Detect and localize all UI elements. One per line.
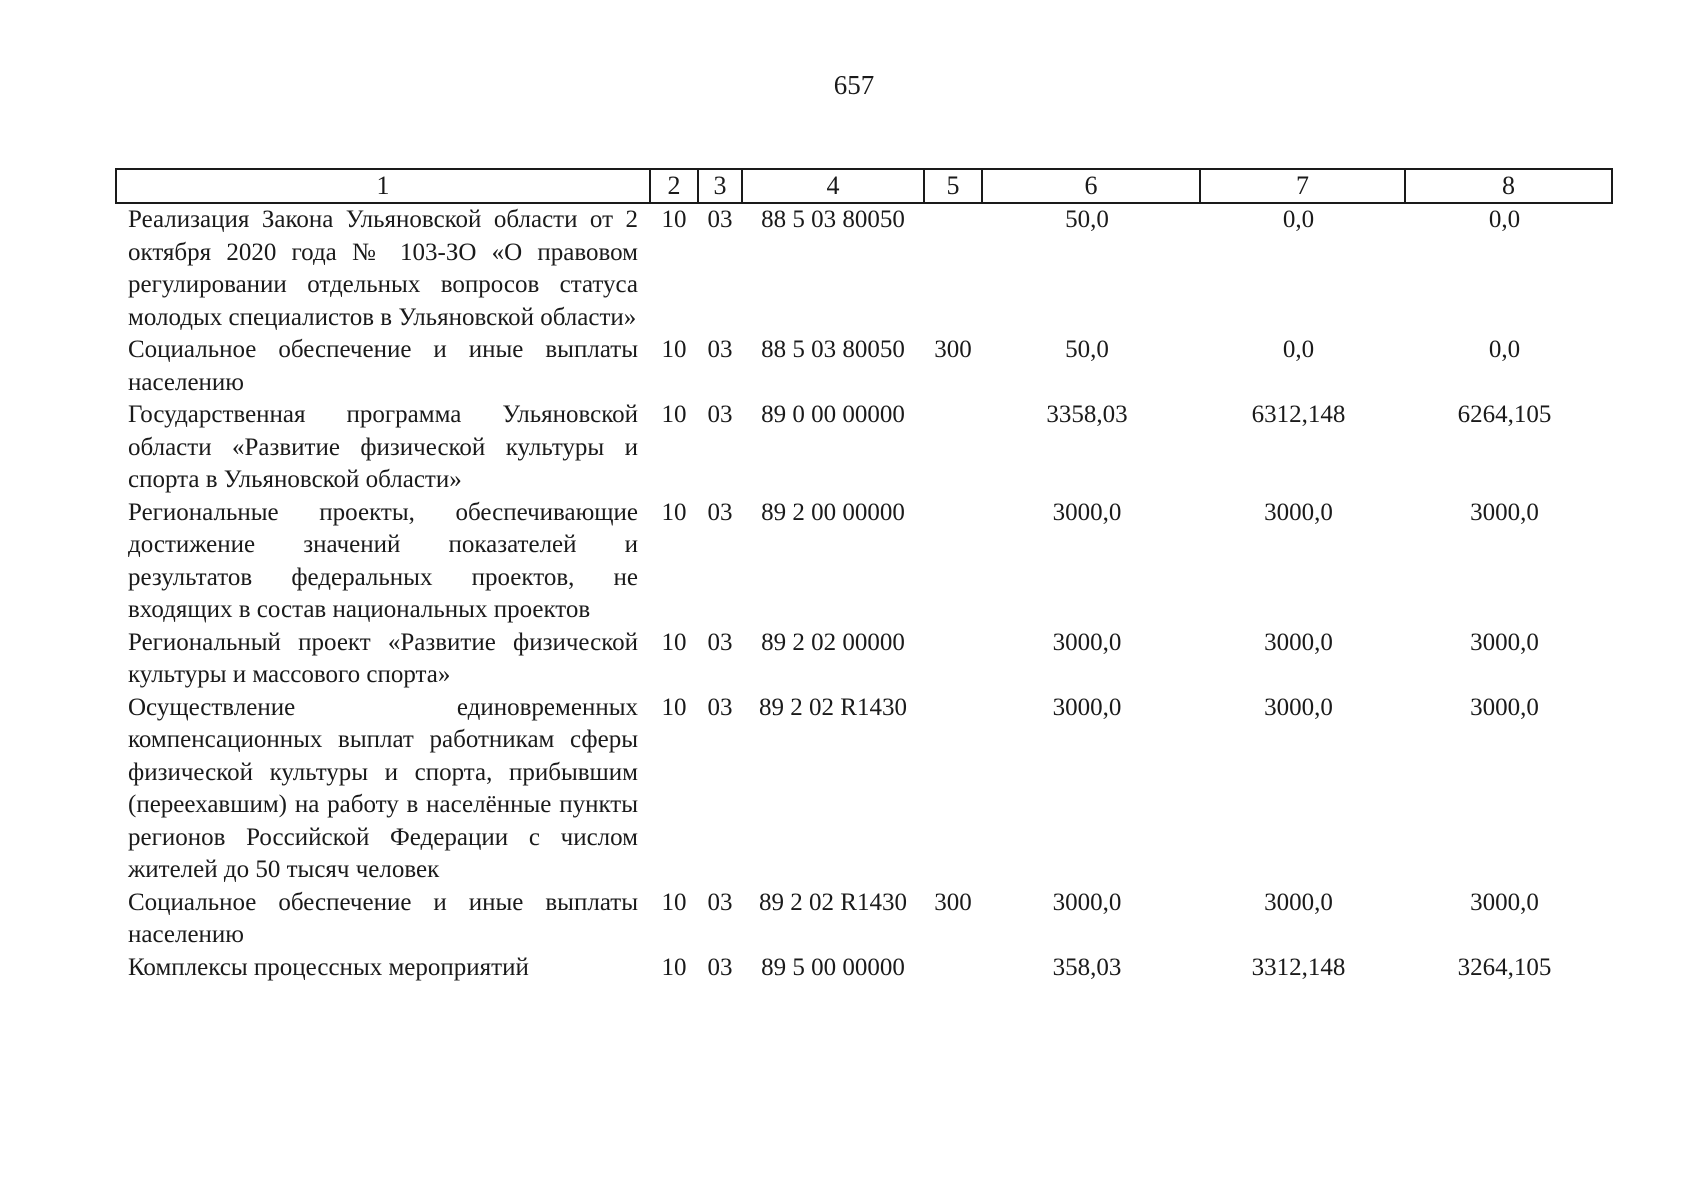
row-amount-col7: 3000,0 [1264, 498, 1333, 526]
row-name: Государственная программа Ульяновской области «Развитие физической культуры и спорта в Ульяновской области» [128, 401, 638, 493]
row-amount-col6: 3000,0 [1052, 628, 1122, 656]
row-expense-type: 300 [934, 888, 972, 916]
row-target-article: 89 2 02 00000 [761, 628, 905, 656]
row-section: 10 [661, 693, 687, 721]
table-row [116, 334, 1612, 399]
row-amount-col8: 3000,0 [1470, 693, 1539, 721]
row-amount-col6: 50,0 [1065, 336, 1109, 363]
row-amount-col6: 50,0 [1065, 206, 1109, 233]
row-amount-col7: 6312,148 [1251, 401, 1346, 428]
row-amount-col8: 3264,105 [1457, 953, 1552, 981]
row-section: 10 [661, 953, 687, 981]
row-section: 10 [661, 628, 687, 656]
column-header: 5 [924, 169, 982, 203]
row-amount-col6: 3358,03 [1046, 401, 1128, 428]
row-name: Социальное обеспечение и иные выплаты населению [128, 336, 638, 396]
row-name: Реализация Закона Ульяновской области от 2 октября 2020 года № 103-ЗО «О правовом регулировании отдельных вопросов статуса молодых специалистов в Ульяновской области» [128, 206, 638, 331]
row-name: Региональные проекты, обеспечивающие достижение значений показателей и результатов федеральных проектов, не входящих в состав национальных проектов [128, 498, 638, 623]
row-subsection: 03 [707, 401, 733, 428]
row-section: 10 [661, 498, 687, 526]
row-amount-col8: 6264,105 [1457, 401, 1552, 428]
row-expense-type: 300 [934, 336, 972, 363]
row-expense-type [924, 497, 982, 627]
row-subsection: 03 [707, 953, 733, 981]
table-row [116, 203, 1612, 334]
column-header: 8 [1405, 169, 1612, 203]
row-amount-col7: 3000,0 [1264, 693, 1333, 721]
row-amount-col8: 3000,0 [1470, 498, 1539, 526]
row-subsection: 03 [707, 498, 733, 526]
row-expense-type [924, 952, 982, 985]
table-row [116, 692, 1612, 887]
table-header-row [116, 169, 1612, 203]
row-amount-col7: 0,0 [1282, 336, 1315, 363]
row-expense-type [924, 692, 982, 887]
row-subsection: 03 [707, 628, 733, 656]
column-header: 2 [650, 169, 698, 203]
row-amount-col7: 0,0 [1282, 206, 1315, 233]
row-amount-col6: 358,03 [1052, 953, 1122, 981]
row-amount-col8: 3000,0 [1470, 628, 1539, 656]
column-header: 6 [982, 169, 1200, 203]
row-name: Региональный проект «Развитие физической культуры и массового спорта» [128, 628, 638, 688]
row-expense-type [924, 627, 982, 692]
row-expense-type [924, 203, 982, 334]
row-amount-col7: 3000,0 [1264, 628, 1333, 656]
row-name: Социальное обеспечение и иные выплаты населению [128, 888, 638, 948]
page-number: 657 [833, 70, 875, 100]
row-amount-col6: 3000,0 [1052, 888, 1122, 916]
row-amount-col8: 0,0 [1488, 336, 1521, 363]
budget-table [115, 168, 1613, 984]
row-amount-col8: 3000,0 [1470, 888, 1539, 916]
column-header: 1 [116, 169, 650, 203]
row-expense-type [924, 399, 982, 497]
column-header: 4 [742, 169, 924, 203]
row-amount-col7: 3000,0 [1264, 888, 1333, 916]
row-target-article: 88 5 03 80050 [761, 336, 905, 363]
row-subsection: 03 [707, 336, 733, 363]
table-row [116, 952, 1612, 985]
row-target-article: 89 5 00 00000 [761, 953, 905, 981]
row-amount-col7: 3312,148 [1251, 953, 1346, 981]
row-name: Комплексы процессных мероприятий [128, 953, 529, 981]
table-row [116, 497, 1612, 627]
table-row [116, 627, 1612, 692]
row-section: 10 [661, 336, 687, 363]
column-header: 3 [698, 169, 742, 203]
row-section: 10 [661, 206, 687, 233]
row-name: Осуществление единовременных компенсационных выплат работникам сферы физической культуры и спорта, прибывшим (переехавшим) на работу в населённые пункты регионов Российской Федерации с числом жителей до 50 тысяч человек [128, 693, 638, 883]
row-amount-col6: 3000,0 [1052, 498, 1122, 526]
table-row [116, 887, 1612, 952]
row-subsection: 03 [707, 888, 733, 916]
row-target-article: 89 2 02 R1430 [759, 693, 907, 721]
row-section: 10 [661, 401, 687, 428]
column-header: 7 [1200, 169, 1405, 203]
table-row [116, 399, 1612, 497]
row-target-article: 89 2 00 00000 [761, 498, 905, 526]
row-target-article: 89 2 02 R1430 [759, 888, 907, 916]
row-target-article: 89 0 00 00000 [761, 401, 905, 428]
row-amount-col8: 0,0 [1488, 206, 1521, 233]
row-target-article: 88 5 03 80050 [761, 206, 905, 233]
row-subsection: 03 [707, 206, 733, 233]
row-section: 10 [661, 888, 687, 916]
row-subsection: 03 [707, 693, 733, 721]
row-amount-col6: 3000,0 [1052, 693, 1122, 721]
